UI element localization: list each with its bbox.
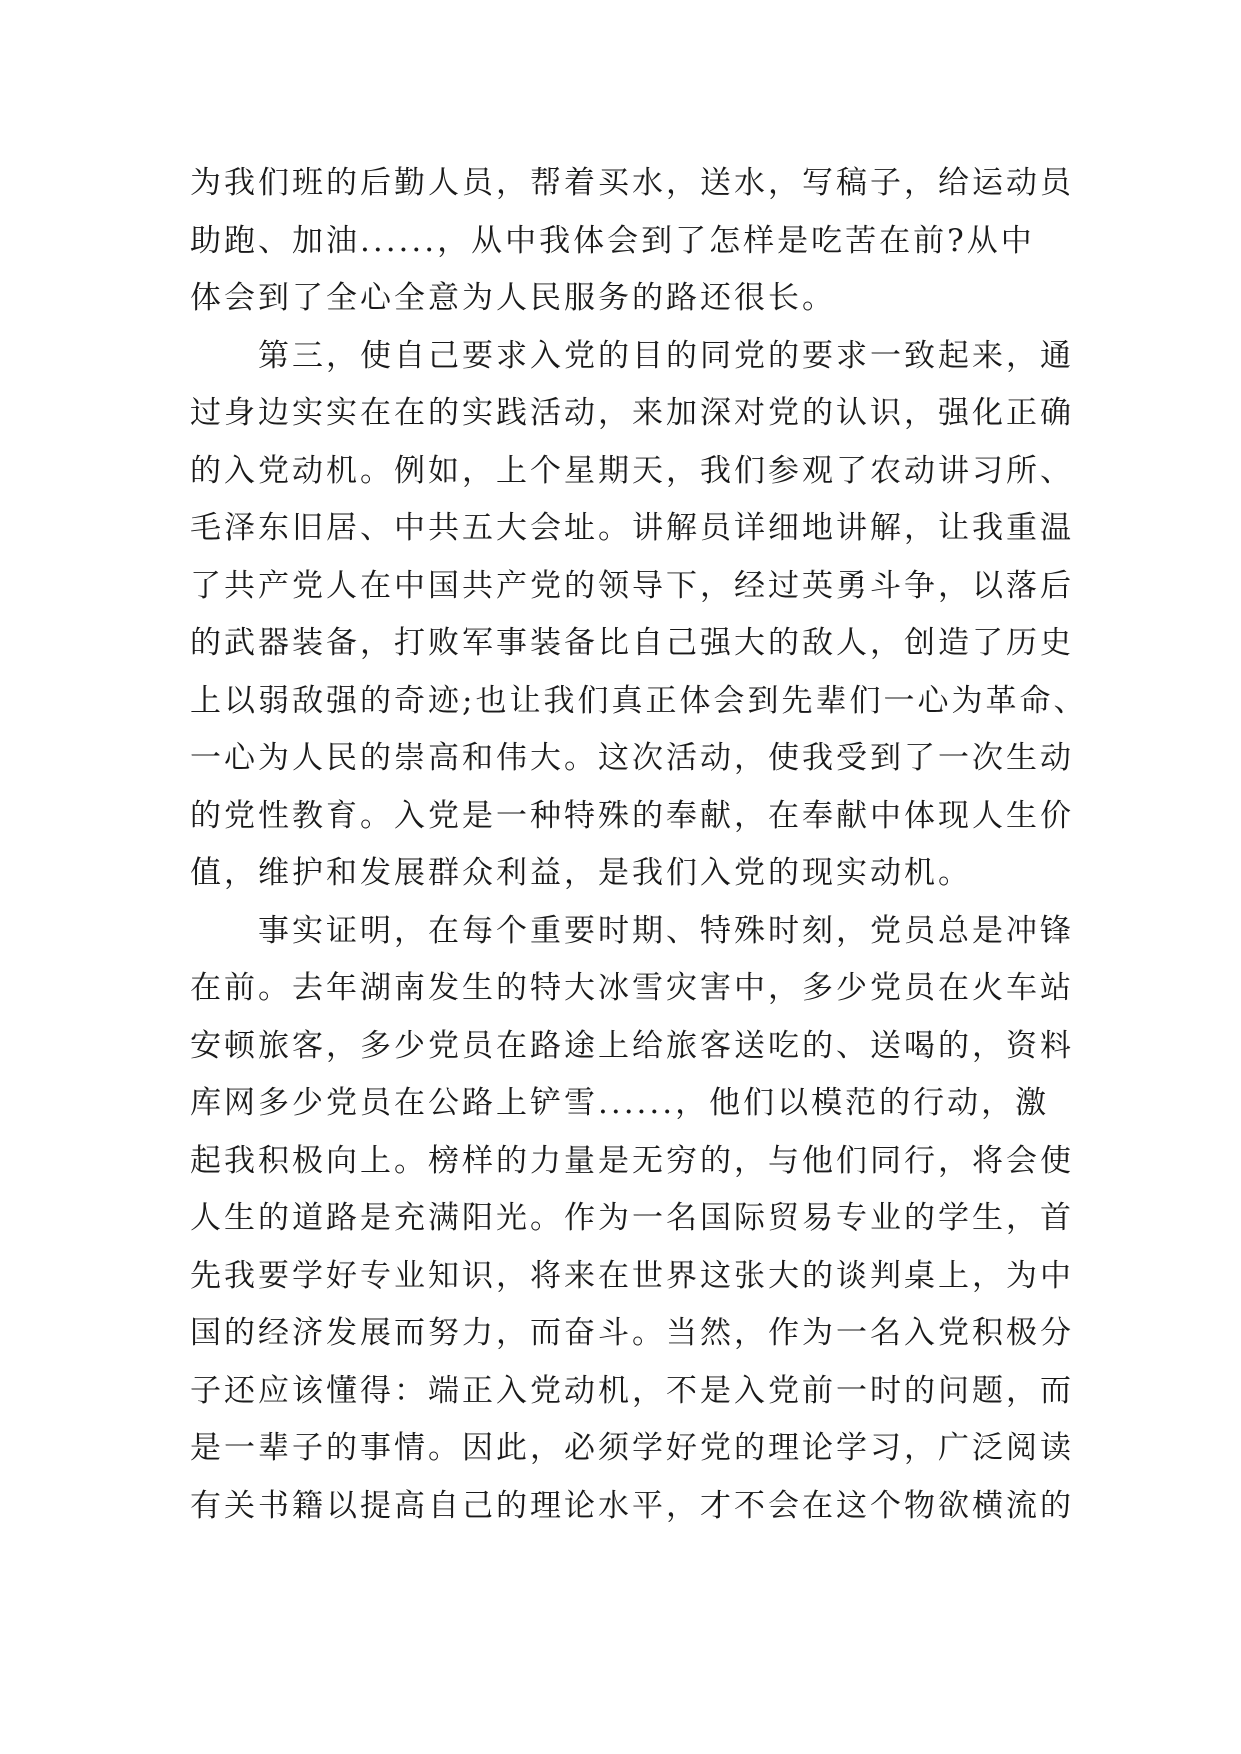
paragraph-first-line: 事实证明，在每个重要时期、特殊时刻，党员总是冲锋 (258, 912, 1074, 949)
text-line: 值，维护和发展群众利益，是我们入党的现实动机。 (190, 855, 972, 891)
text-line: 了共产党人在中国共产党的领导下，经过英勇斗争，以落后 (190, 567, 1074, 604)
body-text (190, 155, 1088, 1535)
text-line: 为我们班的后勤人员，帮着买水，送水，写稿子，给运动员 (190, 165, 1074, 201)
text-line: 的武器装备，打败军事装备比自己强大的敌人，创造了历史 (190, 625, 1074, 661)
text-line: 人生的道路是充满阳光。作为一名国际贸易专业的学生，首 (190, 1200, 1074, 1236)
text-line: 过身边实实在在的实践活动，来加深对党的认识，强化正确 (190, 395, 1074, 431)
text-line: 安顿旅客，多少党员在路途上给旅客送吃的、送喝的，资料 (190, 1027, 1074, 1064)
text-line: 毛泽东旧居、中共五大会址。讲解员详细地讲解，让我重温 (190, 510, 1074, 546)
text-line: 体会到了全心全意为人民服务的路还很长。 (190, 280, 836, 316)
text-line: 的党性教育。入党是一种特殊的奉献，在奉献中体现人生价 (190, 797, 1074, 834)
text-line: 的入党动机。例如，上个星期天，我们参观了农动讲习所、 (190, 452, 1074, 489)
text-line: 上以弱敌强的奇迹;也让我们真正体会到先辈们一心为革命、 (190, 682, 1088, 719)
text-line: 助跑、加油......，从中我体会到了怎样是吃苦在前?从中 (190, 222, 1035, 259)
text-line: 一心为人民的崇高和伟大。这次活动，使我受到了一次生动 (190, 740, 1074, 776)
text-line: 是一辈子的事情。因此，必须学好党的理论学习，广泛阅读 (190, 1430, 1074, 1466)
text-line: 先我要学好专业知识，将来在世界这张大的谈判桌上，为中 (190, 1257, 1074, 1294)
text-line: 库网多少党员在公路上铲雪......，他们以模范的行动，激 (190, 1085, 1050, 1121)
text-line: 在前。去年湖南发生的特大冰雪灾害中，多少党员在火车站 (190, 970, 1074, 1006)
text-line: 有关书籍以提高自己的理论水平，才不会在这个物欲横流的 (190, 1487, 1074, 1524)
text-line: 国的经济发展而努力，而奋斗。当然，作为一名入党积极分 (190, 1315, 1074, 1351)
paragraph-first-line: 第三，使自己要求入党的目的同党的要求一致起来，通 (258, 337, 1074, 374)
text-line: 起我积极向上。榜样的力量是无穷的，与他们同行，将会使 (190, 1142, 1074, 1179)
text-line: 子还应该懂得：端正入党动机，不是入党前一时的问题，而 (190, 1372, 1074, 1409)
